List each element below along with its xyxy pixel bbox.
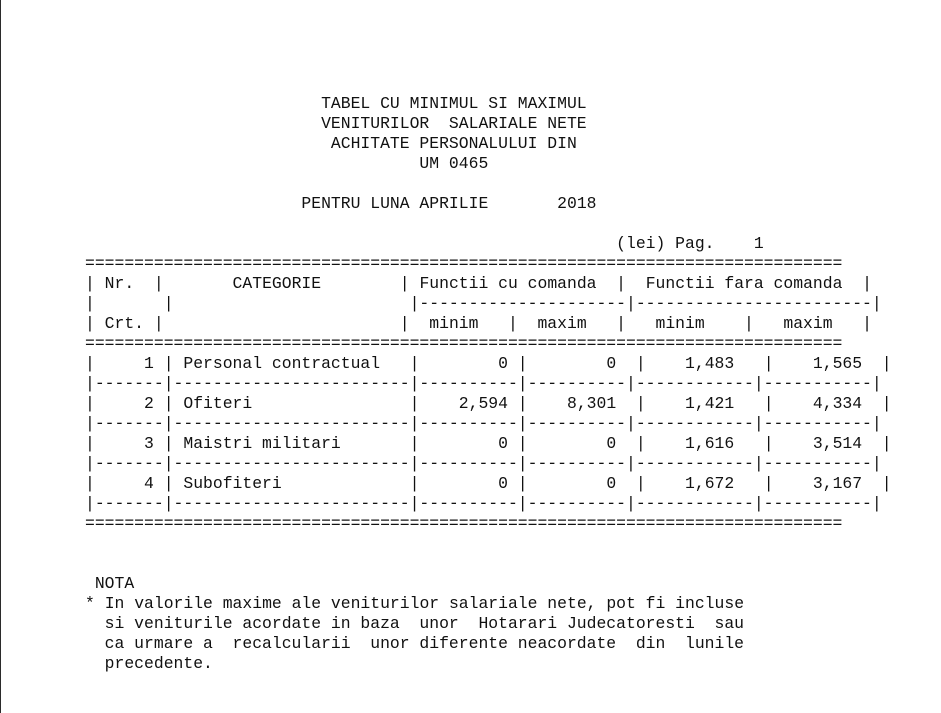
- row-4-cu-max: 0 |: [527, 474, 646, 493]
- row-4-cu-min: 0 |: [419, 474, 528, 493]
- note-line-1: In valorile maxime ale veniturilor salariale nete, pot fi incluse: [104, 594, 745, 613]
- table-row: [85, 434, 892, 453]
- row-2-fara-max: 4,334 |: [773, 394, 892, 413]
- header-group-with-command: Functii cu comanda |: [409, 274, 627, 293]
- row-2-nr: | 2 |: [85, 394, 174, 413]
- page-label: Pag.: [675, 234, 715, 253]
- row-1-nr: | 1 |: [85, 354, 174, 373]
- header-group-without-command: Functii fara comanda |: [626, 274, 872, 293]
- page-number: 1: [753, 234, 764, 253]
- table-header-row-1: [85, 274, 872, 293]
- header-max-with-command: maxim |: [517, 314, 626, 333]
- table-header-row-3: [85, 314, 872, 333]
- row-3-category: Maistri militari |: [173, 434, 420, 453]
- row-3-cu-min: 0 |: [419, 434, 528, 453]
- row-separator-1: |-------|------------------------|----------|----------|------------|-----------|: [85, 374, 882, 393]
- table-header-rule: =============================================================================: [85, 334, 843, 353]
- note-marker: *: [85, 594, 95, 613]
- row-2-cu-min: 2,594 |: [419, 394, 528, 413]
- title-line-4: UM 0465: [85, 154, 489, 173]
- header-max-without-command: maxim |: [753, 314, 872, 333]
- row-2-cu-max: 8,301 |: [527, 394, 646, 413]
- row-2-category: Ofiteri |: [173, 394, 420, 413]
- row-3-fara-max: 3,514 |: [773, 434, 892, 453]
- table-row: [85, 474, 892, 493]
- row-4-fara-max: 3,167 |: [773, 474, 892, 493]
- row-3-cu-max: 0 |: [527, 434, 646, 453]
- row-2-fara-min: 1,421 |: [645, 394, 774, 413]
- row-3-nr: | 3 |: [85, 434, 174, 453]
- table-header-row-2: | | |---------------------|------------------------|: [85, 294, 882, 313]
- note-heading: NOTA: [85, 574, 135, 593]
- note-line-3: ca urmare a recalcularii unor diferente neacordate din lunile: [85, 634, 745, 653]
- period-label: PENTRU LUNA APRILIE: [85, 194, 489, 213]
- table-row: [85, 354, 892, 373]
- row-1-cu-max: 0 |: [527, 354, 646, 373]
- table-top-rule: =============================================================================: [85, 254, 843, 273]
- header-crt: | Crt. | |: [85, 314, 410, 333]
- header-min-without-command: minim |: [626, 314, 754, 333]
- header-nr: | Nr. |: [85, 274, 164, 293]
- report-text: [85, 94, 892, 674]
- row-separator-4: |-------|------------------------|----------|----------|------------|-----------|: [85, 494, 882, 513]
- row-separator-3: |-------|------------------------|----------|----------|------------|-----------|: [85, 454, 882, 473]
- row-separator-2: |-------|------------------------|----------|----------|------------|-----------|: [85, 414, 882, 433]
- row-1-fara-max: 1,565 |: [773, 354, 892, 373]
- row-3-fara-min: 1,616 |: [645, 434, 774, 453]
- row-1-fara-min: 1,483 |: [645, 354, 774, 373]
- row-4-category: Subofiteri |: [173, 474, 420, 493]
- header-min-with-command: minim |: [409, 314, 518, 333]
- title-line-1: TABEL CU MINIMUL SI MAXIMUL: [85, 94, 587, 113]
- title-line-2: VENITURILOR SALARIALE NETE: [85, 114, 587, 133]
- note-line-2: si veniturile acordate in baza unor Hotarari Judecatoresti sau: [85, 614, 745, 633]
- row-1-cu-min: 0 |: [419, 354, 528, 373]
- title-line-3: ACHITATE PERSONALULUI DIN: [85, 134, 577, 153]
- unit-label: (lei): [85, 234, 666, 253]
- period-year: 2018: [557, 194, 597, 213]
- row-1-category: Personal contractual |: [173, 354, 420, 373]
- table-bottom-rule: =============================================================================: [85, 514, 843, 533]
- row-4-nr: | 4 |: [85, 474, 174, 493]
- row-4-fara-min: 1,672 |: [645, 474, 774, 493]
- note-line-4: precedente.: [85, 654, 213, 673]
- table-row: [85, 394, 892, 413]
- header-category: CATEGORIE |: [163, 274, 410, 293]
